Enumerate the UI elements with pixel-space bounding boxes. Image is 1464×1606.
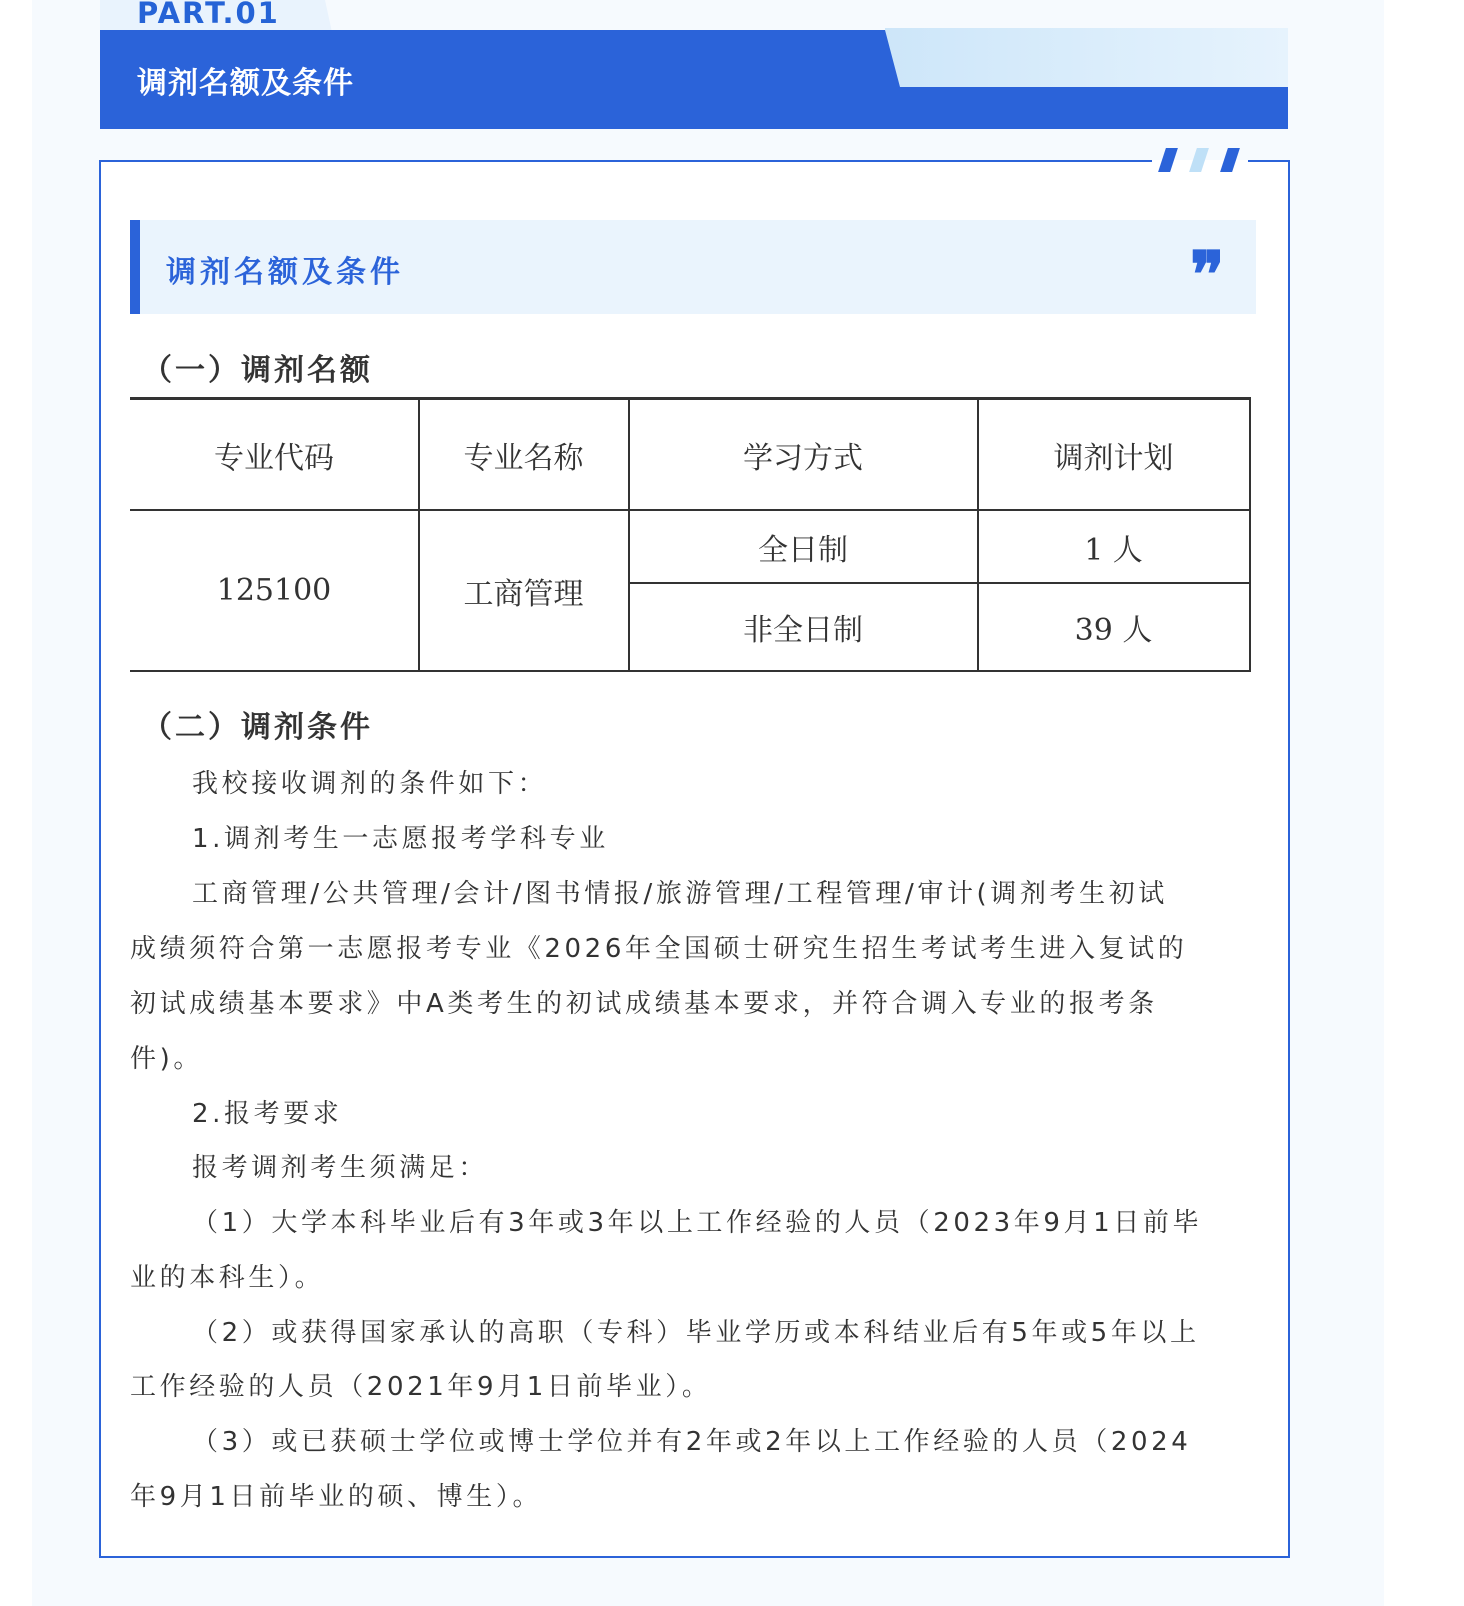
paragraph-line: 初试成绩基本要求》中A类考生的初试成绩基本要求，并符合调入专业的报考条 (130, 989, 1158, 1019)
table-cell-plan: 1 人 (1084, 532, 1143, 568)
paragraph-line: 年9月1日前毕业的硕、博生）。 (130, 1482, 543, 1512)
paragraph-line: 我校接收调剂的条件如下： (192, 769, 548, 799)
paragraph-line: 报考调剂考生须满足： (192, 1153, 489, 1183)
table-cell-code: 125100 (216, 573, 332, 608)
table-header-cell: 专业名称 (463, 440, 584, 476)
paragraph-line: （1）大学本科毕业后有3年或3年以上工作经验的人员（2023年9月1日前毕 (192, 1208, 1203, 1238)
paragraph-line: 成绩须符合第一志愿报考专业《2026年全国硕士研究生招生考试考生进入复试的 (130, 934, 1188, 964)
paragraph-line: 件)。 (130, 1044, 203, 1074)
quota-heading: （一）调剂名额 (142, 353, 373, 388)
conditions-heading: （二）调剂条件 (142, 710, 373, 745)
paragraph-line: 业的本科生）。 (130, 1263, 325, 1293)
frame-divider-end (1248, 160, 1288, 162)
paragraph-line: 2.报考要求 (192, 1099, 343, 1129)
table-cell-mode: 非全日制 (743, 613, 863, 648)
header-title: 调剂名额及条件 (137, 66, 354, 101)
table-border (130, 670, 1251, 672)
paragraph-line: （3）或已获硕士学位或博士学位并有2年或2年以上工作经验的人员（2024 (192, 1427, 1192, 1457)
table-header-cell: 调剂计划 (1053, 440, 1174, 476)
section-title-accent (130, 220, 140, 314)
table-border (1249, 397, 1251, 672)
paragraph-line: 工商管理/公共管理/会计/图书情报/旅游管理/工程管理/审计(调剂考生初试 (192, 879, 1168, 909)
paragraph-line: 1.调剂考生一志愿报考学科专业 (192, 824, 609, 854)
table-header-cell: 专业代码 (214, 440, 334, 476)
table-header-cell: 学习方式 (743, 440, 863, 476)
section-title: 调剂名额及条件 (166, 255, 404, 290)
frame-divider (99, 160, 1152, 162)
header-decoration (885, 28, 1288, 88)
quote-icon: ❞ (1190, 238, 1225, 313)
paragraph-line: 工作经验的人员（2021年9月1日前毕业）。 (130, 1372, 712, 1402)
paragraph-line: （2）或获得国家承认的高职（专科）毕业学历或本科结业后有5年或5年以上 (192, 1318, 1200, 1348)
table-cell-mode: 全日制 (758, 532, 848, 568)
part-label: PART.01 (137, 0, 280, 30)
table-cell-name: 工商管理 (463, 576, 584, 612)
table-cell-plan: 39 人 (1074, 613, 1153, 648)
quota-table (130, 397, 1251, 672)
